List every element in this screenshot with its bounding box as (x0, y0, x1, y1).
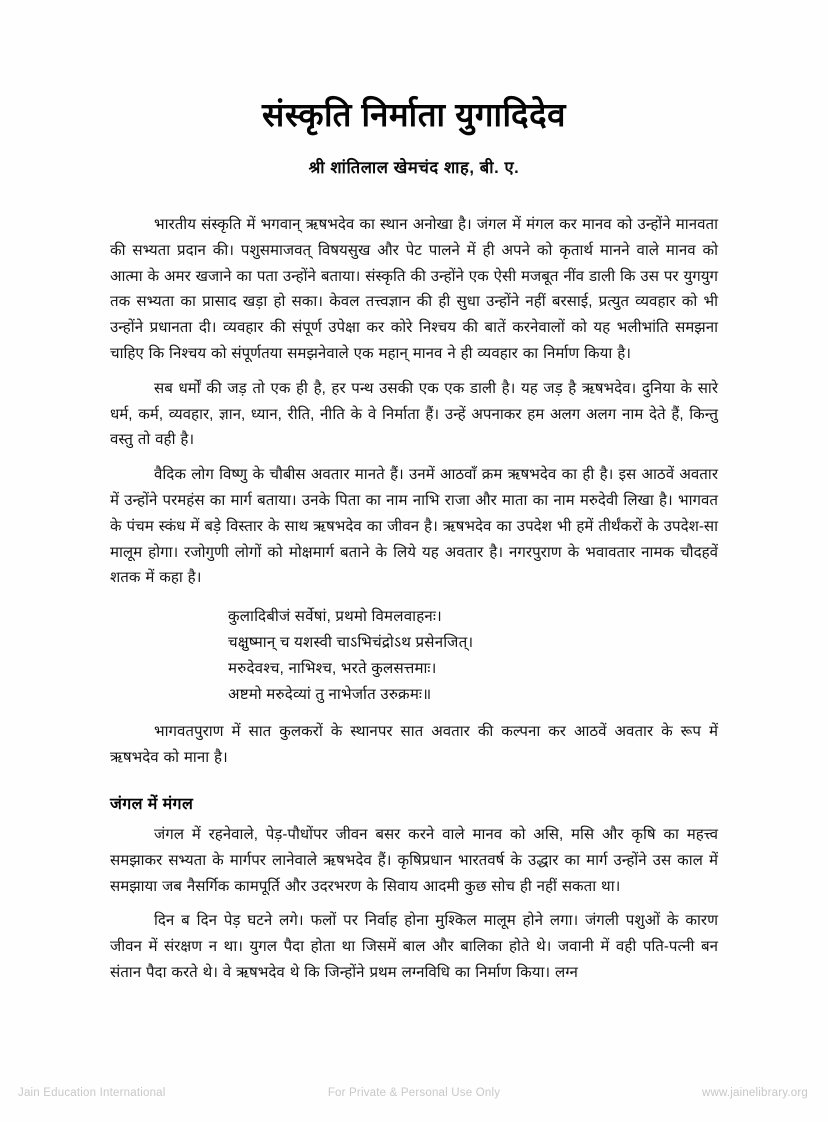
footer-website: www.jainelibrary.org (701, 1087, 808, 1099)
author-byline: श्री शांतिलाल खेमचंद शाह, बी. ए. (308, 158, 520, 177)
footer-organization: Jain Education International (18, 1087, 166, 1099)
body-content (110, 212, 718, 995)
section-heading: जंगल में मंगल (110, 795, 194, 813)
footer-usage-notice: For Private & Personal Use Only (327, 1087, 501, 1099)
paragraph: वैदिक लोग विष्णु के चौबीस अवतार मानते हैं। उनमें आठवाँ क्रम ऋषभदेव का ही है। इस आठवें अवतार में उन्होंने परमहंस का मार्ग बताया। उनके पिता का नाम नाभि राजा और माता का नाम मरुदेवी लिखा है। भागवत के पंचम स्कंध में बड़े विस्तार के साथ ऋषभदेव का जीवन है। ऋषभदेव का उपदेश भी हमें तीर्थंकरों के उपदेश-सा मालूम होगा। रजोगुणी लोगों को मोक्षमार्ग बताने के लिये यह अवतार है। नगरपुराण के भवावतार नामक चौदहवें शतक में कहा है। (110, 466, 718, 587)
title-block (0, 96, 828, 178)
paragraph: दिन ब दिन पेड़ घटने लगे। फलों पर निर्वाह होना मुश्किल मालूम होने लगा। जंगली पशुओं के कारण जीवन में संरक्षण न था। युगल पैदा होता था जिसमें बाल और बालिका होते थे। जवानी में वही पति-पत्नी बन संतान पैदा करते थे। वे ऋषभदेव थे कि जिन्होंने प्रथम लग्नविधि का निर्माण किया। लग्न (110, 912, 718, 981)
page-footer (0, 1084, 828, 1102)
sanskrit-verse-block (110, 604, 718, 707)
paragraph: सब धर्मों की जड़ तो एक ही है, हर पन्थ उसकी एक एक डाली है। यह जड़ है ऋषभदेव। दुनिया के सारे धर्म, कर्म, व्यवहार, ज्ञान, ध्यान, रीति, नीति के वे निर्माता हैं। उन्हें अपनाकर हम अलग अलग नाम देते हैं, किन्तु वस्तु तो वही है। (110, 379, 718, 449)
paragraph: जंगल में रहनेवाले, पेड़-पौधोंपर जीवन बसर करने वाले मानव को असि, मसि और कृषि का महत्त्व समझाकर सभ्यता के मार्गपर लानेवाले ऋषभदेव हैं। कृषिप्रधान भारतवर्ष के उद्धार का मार्ग उन्होंने उस काल में समझाया जब नैसर्गिक कामपूर्ति और उदरभरण के सिवाय आदमी कुछ सोच ही नहीं सकता था। (110, 825, 718, 895)
page-title: संस्कृति निर्माता युगादिदेव (262, 96, 566, 133)
verse-line: मरुदेवश्च, नाभिश्च, भरते कुलसत्तमाः। (228, 659, 437, 677)
paragraph: भारतीय संस्कृति में भगवान् ऋषभदेव का स्थान अनोखा है। जंगल में मंगल कर मानव को उन्होंने मानवता की सभ्यता प्रदान की। पशुसमाजवत् विषयसुख और पेट पालने में ही अपने को कृतार्थ मानने वाले मानव को आत्मा के अमर खजाने का पता उन्होंने बताया। संस्कृति की उन्होंने एक ऐसी मजबूत नींव डाली कि उस पर युगयुग तक सभ्यता का प्रासाद खड़ा हो सका। केवल तत्त्वज्ञान की ही सुधा उन्होंने नहीं बरसाई, प्रत्युत व्यवहार को भी उन्होंने प्रधानता दी। व्यवहार की संपूर्ण उपेक्षा कर कोरे निश्चय की बातें करनेवालों को यह भलीभांति समझना चाहिए कि निश्चय को संपूर्णतया समझनेवाले एक महान् मानव ने ही व्यवहार का निर्माण किया है। (110, 216, 718, 362)
verse-line: अष्टमो मरुदेव्यां तु नाभेर्जात उरुक्रमः॥ (228, 685, 432, 703)
verse-line: कुलादिबीजं सर्वेषां, प्रथमो विमलवाहनः। (228, 608, 442, 626)
verse-line: चक्षुष्मान् च यशस्वी चाऽभिचंद्रोऽथ प्रसेनजित्। (228, 633, 474, 651)
paragraph: भागवतपुराण में सात कुलकरों के स्थानपर सात अवतार की कल्पना कर आठवें अवतार के रूप में ऋषभदेव को माना है। (110, 723, 718, 767)
